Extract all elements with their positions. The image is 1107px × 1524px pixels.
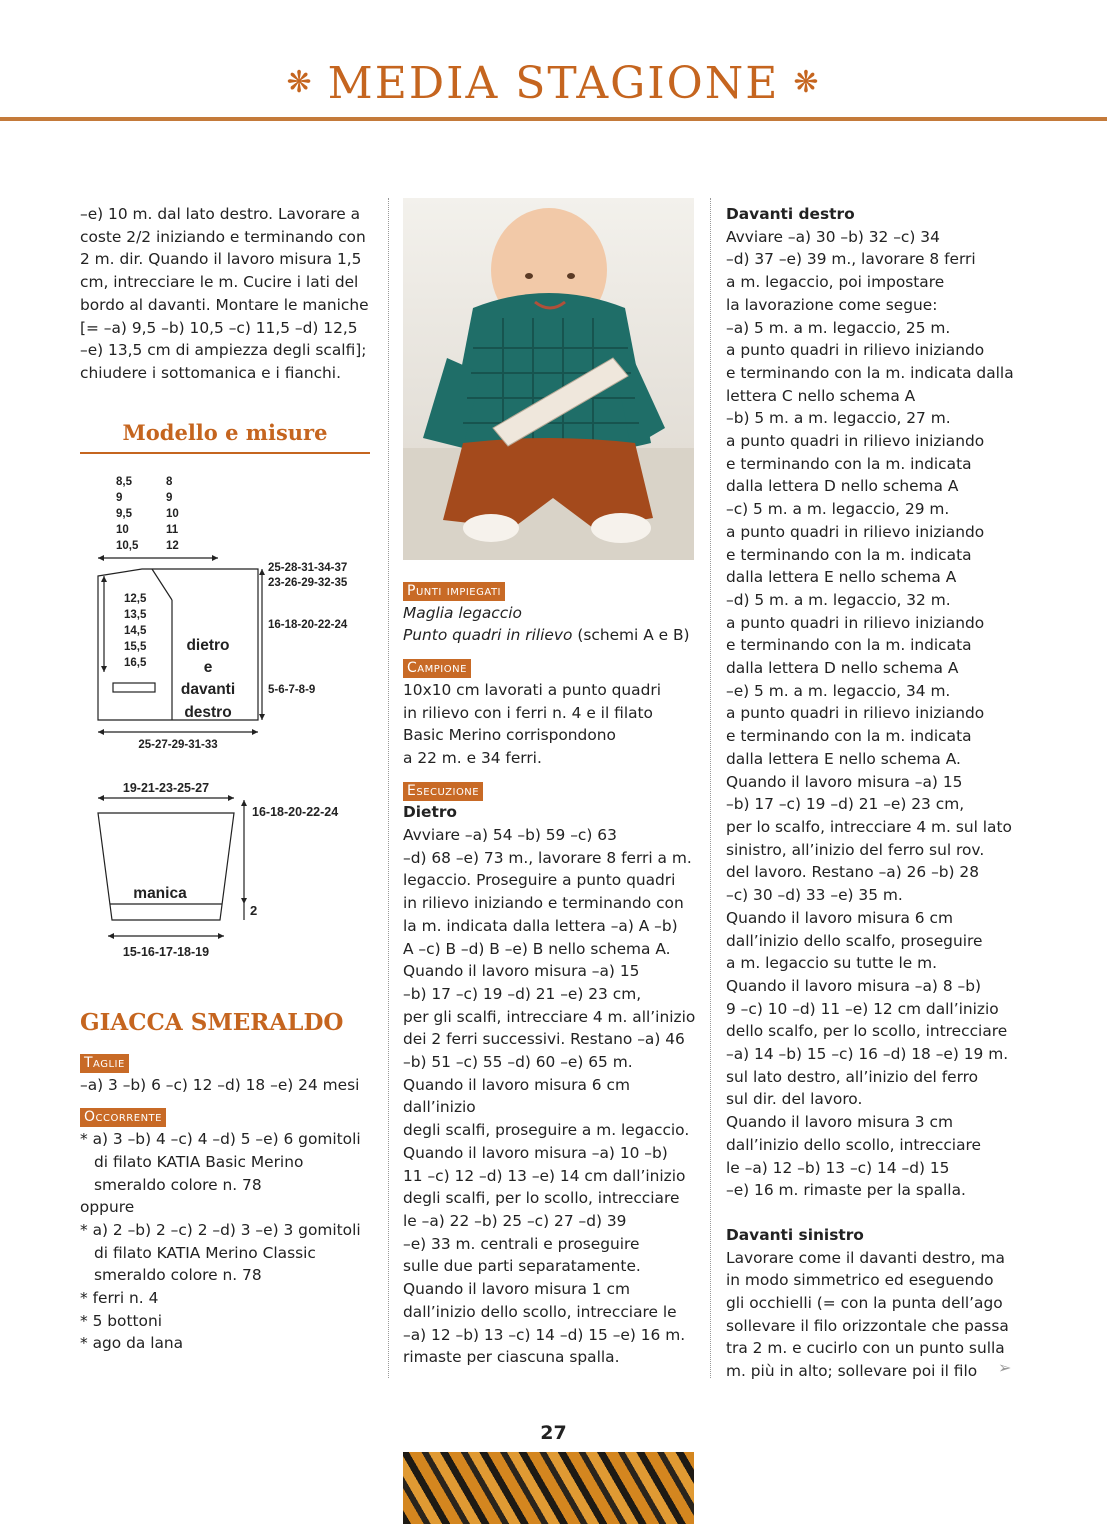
text-line: –b) 17 –c) 19 –d) 21 –e) 23 cm, <box>403 984 642 1003</box>
side-value: 12,5 <box>124 593 147 605</box>
giacca-section <box>80 1008 380 1355</box>
arrow-head <box>252 729 258 735</box>
text-line: sul lato destro, all’inizio del ferro <box>726 1067 979 1086</box>
body-label: e <box>203 659 213 676</box>
text-line: –e) 5 m. a m. legaccio, 34 m. <box>726 681 951 700</box>
text-line: dalla lettera D nello schema A <box>726 659 959 678</box>
text-line: per lo scalfo, intrecciare 4 m. sul lato <box>726 817 1012 836</box>
arrow-head <box>98 555 104 561</box>
text-line: in rilievo iniziando e terminando con <box>403 894 684 913</box>
text-line: dei 2 ferri successivi. Restano –a) 46 <box>403 1030 685 1049</box>
sleeve-right-value: 16-18-20-22-24 <box>252 805 339 819</box>
text-line: rimaste per ciascuna spalla. <box>403 1348 620 1367</box>
arrow-head <box>259 714 265 720</box>
top-left-values <box>116 476 139 552</box>
text-line: dalla lettera E nello schema A. <box>726 749 961 768</box>
text-line: bordo al davanti. Montare le maniche <box>80 295 369 314</box>
top-right-value: 11 <box>166 524 179 536</box>
davanti-destro-title: Davanti destro <box>726 205 855 223</box>
arrow-head <box>98 729 104 735</box>
text-line: –c) 30 –d) 33 –e) 35 m. <box>726 886 903 905</box>
text-line: Quando il lavoro misura –a) 10 –b) <box>403 1143 668 1162</box>
text-line: Quando il lavoro misura –a) 8 –b) <box>726 976 981 995</box>
text-line: cm, intrecciare le m. Cucire i lati del <box>80 273 359 292</box>
text-line: a punto quadri in rilievo iniziando <box>726 613 985 632</box>
baby-photo <box>403 198 694 560</box>
top-left-value: 9 <box>116 492 123 504</box>
text-line: –c) 5 m. a m. legaccio, 29 m. <box>726 500 950 519</box>
sleeve-top-value: 19-21-23-25-27 <box>122 781 210 795</box>
text-line: [= –a) 9,5 –b) 10,5 –c) 11,5 –d) 12,5 <box>80 318 358 337</box>
top-right-value: 8 <box>166 476 173 488</box>
davanti-sinistro-text <box>726 1247 1026 1383</box>
sleeve-label: manica <box>133 885 187 902</box>
right-value: 23-26-29-32-35 <box>268 577 348 589</box>
dietro-text <box>403 824 703 1369</box>
right-values <box>268 562 348 696</box>
page-number: 27 <box>540 1422 567 1444</box>
header-rule <box>0 117 1107 121</box>
text-line: gli occhielli (= con la punta dell’ago <box>726 1294 1003 1313</box>
text-line: –b) 5 m. a m. legaccio, 27 m. <box>726 409 951 428</box>
esecuzione-tag: Esecuzione <box>403 782 483 801</box>
arrow-head <box>259 569 265 575</box>
text-line: in rilievo con i ferri n. 4 e il filato <box>403 703 653 722</box>
arrow-head <box>212 555 218 561</box>
text-line: di filato KATIA Merino Classic <box>94 1243 316 1262</box>
text-line: a punto quadri in rilievo iniziando <box>726 522 985 541</box>
text-line: lettera C nello schema A <box>726 386 916 405</box>
text-line: dall’inizio dello scalfo, proseguire <box>726 931 983 950</box>
text-line: 9 –c) 10 –d) 11 –e) 12 cm dall’inizio <box>726 999 999 1018</box>
text-line: dall’inizio dello scollo, intrecciare le <box>403 1302 677 1321</box>
text-line: –e) 33 m. centrali e proseguire <box>403 1234 640 1253</box>
text-line: –a) 14 –b) 15 –c) 16 –d) 18 –e) 19 m. <box>726 1045 1009 1064</box>
text-line: del lavoro. Restano –a) 26 –b) 28 <box>726 863 980 882</box>
text-line: Lavorare come il davanti destro, ma <box>726 1248 1005 1267</box>
text-line: –d) 68 –e) 73 m., lavorare 8 ferri a m. <box>403 848 692 867</box>
arrow-head <box>108 933 114 939</box>
bottom-value: 25-27-29-31-33 <box>138 739 218 751</box>
text-line: le –a) 12 –b) 13 –c) 14 –d) 15 <box>726 1158 950 1177</box>
text-line: smeraldo colore n. 78 <box>94 1175 262 1194</box>
text-line: a 22 m. e 34 ferri. <box>403 748 542 767</box>
text-line: * ago da lana <box>80 1334 184 1353</box>
measurement-diagram <box>80 470 380 970</box>
dietro-title: Dietro <box>403 803 458 822</box>
column-2 <box>403 574 703 1369</box>
text-line: la lavorazione come segue: <box>726 295 938 314</box>
text-line: coste 2/2 iniziando e terminando con <box>80 227 366 246</box>
modello-rule <box>80 452 370 454</box>
text-line: sul dir. del lavoro. <box>726 1090 863 1109</box>
text-line: Quando il lavoro misura 6 cm dall’inizio <box>403 1075 630 1117</box>
top-left-value: 10,5 <box>116 540 139 552</box>
right-value: 25-28-31-34-37 <box>268 562 348 574</box>
text-line: –b) 17 –c) 19 –d) 21 –e) 23 cm, <box>726 795 965 814</box>
punti-line-1: Maglia legaccio <box>403 603 522 622</box>
text-line: –d) 37 –e) 39 m., lavorare 8 ferri <box>726 250 976 269</box>
text-line: dalla lettera E nello schema A <box>726 568 957 587</box>
body-label: davanti <box>180 681 236 698</box>
arrow-head <box>241 898 247 904</box>
giacca-title: GIACCA SMERALDO <box>80 1009 344 1036</box>
column-divider <box>388 198 389 1378</box>
flower-ornament-icon: ❋ <box>793 65 821 100</box>
text-line: Quando il lavoro misura 6 cm <box>726 908 953 927</box>
text-line: e terminando con la m. indicata <box>726 636 972 655</box>
text-line: –a) 5 m. a m. legaccio, 25 m. <box>726 318 951 337</box>
text-line: 2 m. dir. Quando il lavoro misura 1,5 <box>80 250 362 269</box>
text-line: –b) 51 –c) 55 –d) 60 –e) 65 m. <box>403 1053 633 1072</box>
text-line: A –c) B –d) B –e) B nello schema A. <box>403 939 671 958</box>
arrow-head <box>228 795 234 801</box>
text-line: 10x10 cm lavorati a punto quadri <box>403 680 661 699</box>
text-line: in modo simmetrico ed eseguendo <box>726 1271 994 1290</box>
text-line: –e) 13,5 cm di ampiezza degli scalfi]; <box>80 341 367 360</box>
text-line: * a) 3 –b) 4 –c) 4 –d) 5 –e) 6 gomitoli <box>80 1130 361 1149</box>
baby-illustration <box>403 198 694 560</box>
text-line: dello scalfo, per lo scollo, intrecciare <box>726 1022 1008 1041</box>
right-value: 16-18-20-22-24 <box>268 619 348 631</box>
text-line: –d) 5 m. a m. legaccio, 32 m. <box>726 590 951 609</box>
text-line: * ferri n. 4 <box>80 1289 159 1308</box>
knit-pattern-strip <box>403 1452 694 1524</box>
continue-arrow-icon: ➢ <box>998 1358 1012 1377</box>
punti-line-2 <box>403 624 703 647</box>
davanti-sinistro-title: Davanti sinistro <box>726 1225 864 1244</box>
text-line: le –a) 22 –b) 25 –c) 27 –d) 39 <box>403 1211 627 1230</box>
arrow-head <box>98 795 104 801</box>
text-line: degli scalfi, proseguire a m. legaccio. <box>403 1121 690 1140</box>
sock <box>463 514 519 542</box>
column-divider <box>710 198 711 1378</box>
body-label: dietro <box>186 637 230 654</box>
campione-text <box>403 679 703 770</box>
text-line: 11 –c) 12 –d) 13 –e) 14 cm dall’inizio <box>403 1166 686 1185</box>
text-line: a m. legaccio, poi impostare <box>726 273 945 292</box>
side-value: 15,5 <box>124 641 147 653</box>
right-value: 5-6-7-8-9 <box>268 684 316 696</box>
text-line: smeraldo colore n. 78 <box>94 1266 262 1285</box>
text-line: Avviare –a) 30 –b) 32 –c) 34 <box>726 227 940 246</box>
text-line: a punto quadri in rilievo iniziando <box>726 704 985 723</box>
side-value: 13,5 <box>124 609 147 621</box>
campione-tag: Campione <box>403 659 471 678</box>
text-line: a punto quadri in rilievo iniziando <box>726 341 985 360</box>
text-line: e terminando con la m. indicata <box>726 727 972 746</box>
text-line: chiudere i sottomanica e i fianchi. <box>80 363 341 382</box>
eye <box>567 273 575 279</box>
text-line: * a) 2 –b) 2 –c) 2 –d) 3 –e) 3 gomitoli <box>80 1220 361 1239</box>
text-line: a m. legaccio su tutte le m. <box>726 954 937 973</box>
top-left-value: 9,5 <box>116 508 132 520</box>
text-line: dall’inizio dello scollo, intrecciare <box>726 1135 981 1154</box>
intro-paragraph <box>80 203 375 385</box>
text-line: –e) 16 m. rimaste per la spalla. <box>726 1181 966 1200</box>
text-line: di filato KATIA Basic Merino <box>94 1152 304 1171</box>
top-right-value: 10 <box>166 508 179 520</box>
eye <box>525 273 533 279</box>
top-left-value: 10 <box>116 524 129 536</box>
punti-tag: Punti impiegati <box>403 582 505 601</box>
arrow-head <box>241 800 247 806</box>
text-line: e terminando con la m. indicata <box>726 454 972 473</box>
text-line: Quando il lavoro misura –a) 15 <box>726 772 963 791</box>
section-title: MEDIA STAGIONE <box>327 58 780 109</box>
text-line: e terminando con la m. indicata dalla <box>726 363 1014 382</box>
occorrente-tag: Occorrente <box>80 1108 166 1127</box>
text-line: Quando il lavoro misura 1 cm <box>403 1280 630 1299</box>
side-value: 14,5 <box>124 625 147 637</box>
text-line: sollevare il filo orizzontale che passa <box>726 1316 1009 1335</box>
arrow-head <box>218 933 224 939</box>
taglie-text: –a) 3 –b) 6 –c) 12 –d) 18 –e) 24 mesi <box>80 1075 360 1094</box>
column-1 <box>80 203 375 385</box>
text-line: Basic Merino corrispondono <box>403 726 616 745</box>
text-line: la m. indicata dalla lettera –a) A –b) <box>403 916 678 935</box>
punti-line-2-rest: (schemi A e B) <box>572 626 690 645</box>
top-left-value: 8,5 <box>116 476 132 488</box>
punti-line-2-italic: Punto quadri in rilievo <box>403 626 573 645</box>
davanti-destro-text <box>726 226 1026 1202</box>
text-line: * 5 bottoni <box>80 1311 162 1330</box>
text-line: dalla lettera D nello schema A <box>726 477 959 496</box>
text-line: a punto quadri in rilievo iniziando <box>726 432 985 451</box>
taglie-tag: Taglie <box>80 1054 129 1073</box>
modello-title <box>80 420 370 445</box>
page-header <box>0 58 1107 109</box>
text-line: tra 2 m. e cucirlo con un punto sulla <box>726 1339 1005 1358</box>
sleeve-bottom-value: 15-16-17-18-19 <box>122 945 210 959</box>
text-line: Avviare –a) 54 –b) 59 –c) 63 <box>403 826 617 845</box>
text-line: –a) 12 –b) 13 –c) 14 –d) 15 –e) 16 m. <box>403 1325 686 1344</box>
text-line: Quando il lavoro misura –a) 15 <box>403 962 640 981</box>
text-line: legaccio. Proseguire a punto quadri <box>403 871 676 890</box>
text-line: sulle due parti separatamente. <box>403 1257 641 1276</box>
sleeve-cuff-value: 2 <box>250 903 258 918</box>
text-line: per gli scalfi, intrecciare 4 m. all’inizio <box>403 1007 696 1026</box>
side-value: 16,5 <box>124 657 147 669</box>
sock <box>591 513 651 543</box>
top-right-value: 12 <box>166 540 179 552</box>
modello-title-text: Modello e misure <box>122 420 328 445</box>
text-line: Quando il lavoro misura 3 cm <box>726 1113 953 1132</box>
text-line: m. più in alto; sollevare poi il filo <box>726 1362 978 1381</box>
occorrente-list <box>80 1128 380 1355</box>
flower-ornament-icon: ❋ <box>286 65 314 100</box>
top-right-value: 9 <box>166 492 173 504</box>
column-3 <box>726 203 1026 1383</box>
text-line: oppure <box>80 1198 135 1217</box>
text-line: degli scalfi, per lo scollo, intrecciare <box>403 1189 680 1208</box>
text-line: e terminando con la m. indicata <box>726 545 972 564</box>
body-label: destro <box>184 704 232 721</box>
text-line: sinistro, all’inizio del ferro sul rov. <box>726 840 985 859</box>
side-values <box>124 593 147 669</box>
text-line: –e) 10 m. dal lato destro. Lavorare a <box>80 205 361 223</box>
top-right-values <box>166 476 179 552</box>
